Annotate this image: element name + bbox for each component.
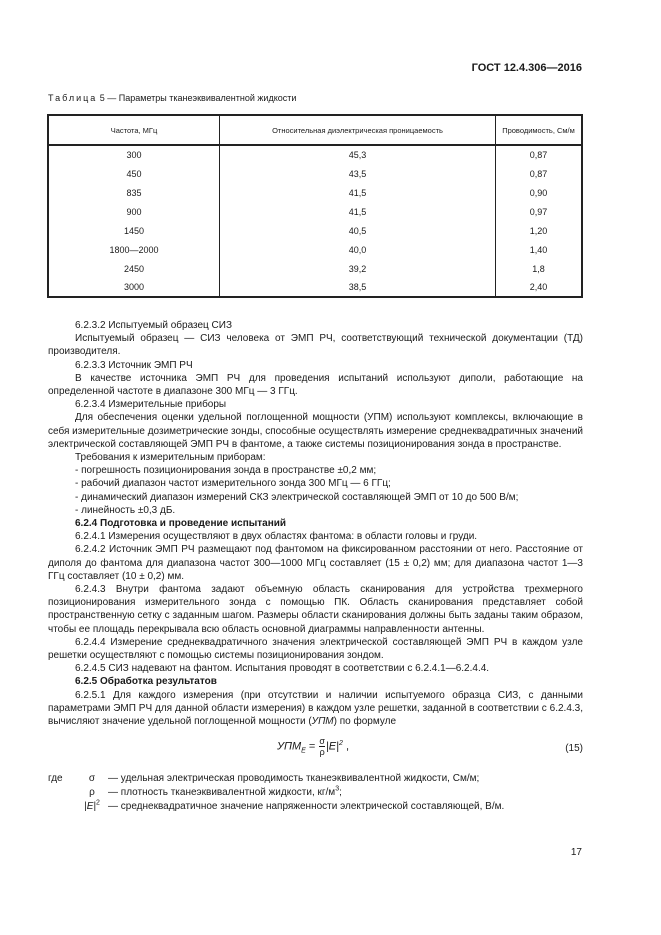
header-frequency: Частота, МГц [48, 115, 220, 145]
upm-term: УПМ [311, 716, 334, 728]
legend-symbol-e: |E| [84, 801, 96, 813]
table-caption-label: Таблица [48, 93, 98, 103]
paragraph: Требования к измерительным приборам: [75, 452, 266, 464]
cell-frequency: 450 [48, 164, 220, 183]
legend-symbol-power: 2 [95, 799, 100, 807]
legend-lead: где [48, 773, 63, 785]
table-row [48, 183, 582, 202]
page-number: 17 [570, 847, 582, 858]
formula-abs-e: |E| [325, 740, 340, 753]
paragraph-part: 6.2.5.1 Для каждого измерения (при отсутствии и наличии испытуемого образца СИЗ, с данными параметрами ЭМП РЧ для данной области измерения) в каждом узле решетки, заданной в соответствии с 6.2.4.3, вычисляют значение удельной поглощенной мощности ( [48, 689, 583, 728]
table-row [48, 221, 582, 240]
cell-permittivity: 41,5 [220, 183, 496, 202]
cell-conductivity: 0,97 [496, 202, 583, 221]
cell-permittivity: 41,5 [220, 202, 496, 221]
legend-text [108, 786, 342, 799]
table-row [48, 164, 582, 183]
list-item: - погрешность позиционирования зонда в пространстве ±0,2 мм; [75, 465, 377, 477]
list-item: - динамический диапазон измерений СКЗ электрической составляющей ЭМП от 10 до 500 В/м; [75, 491, 519, 503]
header-conductivity: Проводимость, См/м [496, 115, 583, 145]
cell-permittivity: 40,5 [220, 221, 496, 240]
cell-conductivity: 1,20 [496, 221, 583, 240]
formula-lhs: УПМ [277, 740, 302, 753]
cell-permittivity: 40,0 [220, 240, 496, 259]
clause-6-2-3-2-heading: 6.2.3.2 Испытуемый образец СИЗ [75, 320, 233, 331]
table-row [48, 240, 582, 259]
paragraph: 6.2.4.2 Источник ЭМП РЧ размещают под фантомом на фиксированном расстоянии от него. Расстояние от диполя до фантома для диапазона частот 300—1000 МГц составляет (15 ± 0,2) мм; для диапазона частот 1—3 ГГц составляет (10 ± 0,2) мм. [48, 544, 583, 582]
cell-frequency: 300 [48, 145, 220, 164]
paragraph-part: ) по формуле [333, 716, 397, 728]
legend-symbol [76, 800, 108, 813]
paragraph: 6.2.4.4 Измерение среднеквадратичного значения электрической составляющей ЭМП РЧ в каждом узле решетки осуществляют с помощью системы позиционирования зондом. [48, 636, 583, 662]
formula-tail: , [342, 740, 350, 753]
cell-frequency: 3000 [48, 278, 220, 297]
cell-permittivity: 45,3 [220, 145, 496, 164]
list-item: - рабочий диапазон частот измерительного зонда 300 МГц — 6 ГГц; [75, 478, 391, 490]
legend-symbol: σ [88, 773, 96, 785]
cell-conductivity: 1,40 [496, 240, 583, 259]
paragraph: 6.2.4.3 Внутри фантома задают объемную область сканирования для устройства трехмерного позиционирования измерительного зонда с помощью ПК. Область сканирования представляет собой пространственную сетку с заданным шагом. Размеры области сканирования должны быть заданы таким образом, чтобы ее площадь перекрывала всю область основной диаграммы направленности антенны. [48, 584, 583, 635]
table-caption [48, 93, 296, 103]
cell-frequency: 835 [48, 183, 220, 202]
formula-number: (15) [565, 743, 583, 755]
formula-power: 2 [339, 740, 343, 748]
legend-item [48, 786, 583, 800]
table-row [48, 278, 582, 297]
legend-text-main: — плотность тканеэквивалентной жидкости, кг/м [108, 787, 336, 799]
cell-conductivity: 0,87 [496, 164, 583, 183]
table-row [48, 202, 582, 221]
cell-frequency: 1450 [48, 221, 220, 240]
section-6-2-5-heading: 6.2.5 Обработка результатов [75, 676, 217, 688]
paragraph [48, 689, 583, 729]
clause-6-2-3-4-heading: 6.2.3.4 Измерительные приборы [75, 399, 227, 411]
cell-permittivity: 43,5 [220, 164, 496, 183]
paragraph: В качестве источника ЭМП РЧ для проведения испытаний используют диполи, работающие на определенной частоте в диапазоне 300 МГц — 3 ГГц. [48, 372, 583, 398]
paragraph: Испытуемый образец — СИЗ человека от ЭМП РЧ, соответствующий технической документации (ТД) производителя. [48, 333, 583, 358]
legend-item [48, 800, 583, 814]
document-header: ГОСТ 12.4.306—2016 [471, 62, 582, 74]
cell-conductivity: 0,90 [496, 183, 583, 202]
cell-conductivity: 1,8 [496, 259, 583, 278]
formula-lhs-subscript: E [301, 747, 306, 755]
formula-denominator: ρ [319, 747, 325, 758]
table-header-row [48, 115, 582, 145]
legend-text-end: ; [339, 787, 342, 799]
section-6-2-4-heading: 6.2.4 Подготовка и проведение испытаний [75, 518, 287, 530]
body-text [48, 319, 583, 814]
legend-unit-power: 3 [335, 785, 340, 793]
legend-text: — среднеквадратичное значение напряженности электрической составляющей, В/м. [108, 801, 505, 813]
formula-legend [48, 772, 583, 814]
formula-15 [48, 728, 583, 772]
cell-conductivity: 2,40 [496, 278, 583, 297]
cell-frequency: 2450 [48, 259, 220, 278]
cell-frequency: 900 [48, 202, 220, 221]
legend-text: — удельная электрическая проводимость тканеэквивалентной жидкости, См/м; [108, 773, 480, 785]
table-caption-text: 5 — Параметры тканеэквивалентной жидкости [97, 93, 297, 103]
legend-item [48, 772, 583, 786]
formula-fraction [319, 736, 325, 757]
list-item: - линейность ±0,3 дБ. [75, 504, 176, 516]
formula-equals: = [305, 740, 319, 753]
parameters-table [47, 114, 583, 298]
cell-conductivity: 0,87 [496, 145, 583, 164]
paragraph: Для обеспечения оценки удельной поглощенной мощности (УПМ) используют комплексы, включающие в себя измерительные дозиметрические зонды, способные осуществлять измерение среднеквадратичных значений электрической составляющей ЭМП РЧ в фантоме, а также системы позиционирования зонда в пространстве. [48, 412, 583, 450]
header-permittivity: Относительная диэлектрическая проницаемость [220, 115, 496, 145]
paragraph: 6.2.4.5 СИЗ надевают на фантом. Испытания проводят в соответствии с 6.2.4.1—6.2.4.4. [75, 663, 490, 675]
paragraph: 6.2.4.1 Измерения осуществляют в двух областях фантома: в области головы и груди. [75, 531, 478, 543]
clause-6-2-3-3-heading: 6.2.3.3 Источник ЭМП РЧ [75, 359, 193, 371]
cell-permittivity: 38,5 [220, 278, 496, 297]
table-row [48, 145, 582, 164]
formula-numerator: σ [319, 736, 325, 747]
cell-frequency: 1800—2000 [48, 240, 220, 259]
formula-expression [277, 736, 349, 757]
cell-permittivity: 39,2 [220, 259, 496, 278]
legend-symbol: ρ [89, 787, 95, 799]
table-row [48, 259, 582, 278]
